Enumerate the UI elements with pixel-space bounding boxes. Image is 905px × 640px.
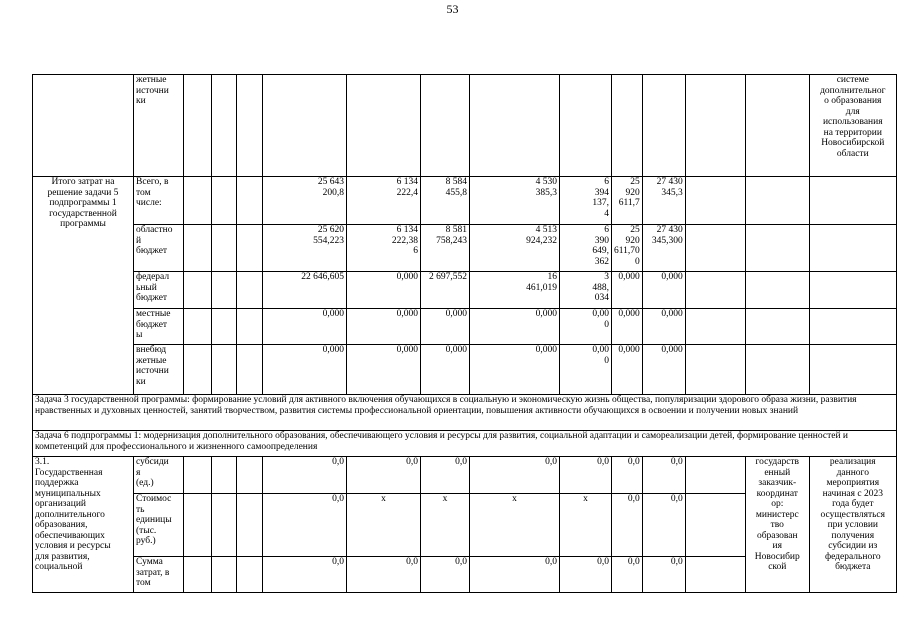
value-cell: 8 581 758,243 — [421, 225, 470, 272]
total-row — [33, 272, 897, 309]
value-cell: 0,0 — [560, 457, 612, 494]
value-cell: 0,0 — [263, 457, 347, 494]
measure-name: 3.1. Государственная поддержка муниципальных организаций дополнительного образования, обеспечивающих условия и ресурсы для развития, социальной — [33, 457, 134, 593]
task6-heading: Задача 6 подпрограммы 1: модернизация дополнительного образования, обеспечивающего условия и ресурсы для развития, социальной адаптации и самореализации детей, формирование ценностей и компетенций для профессионального и жизненного самоопределения — [33, 431, 897, 457]
value-cell: 8 584 455,8 — [421, 177, 470, 225]
row-label: Всего, в том числе: — [134, 177, 184, 225]
value-cell: 27 430 345,3 — [642, 177, 685, 225]
value-cell: 22 646,605 — [263, 272, 347, 309]
value-cell: 0,000 — [612, 272, 643, 309]
value-cell: 2 697,552 — [421, 272, 470, 309]
value-cell: 4 530 385,3 — [470, 177, 560, 225]
value-cell: 6 394 137, 4 — [560, 177, 612, 225]
total-row — [33, 345, 897, 395]
value-cell: 0,000 — [347, 345, 421, 395]
value-cell: 6 134 222,4 — [347, 177, 421, 225]
value-cell: 25 920 611,70 0 — [612, 225, 643, 272]
value-cell: 3 488, 034 — [560, 272, 612, 309]
value-cell: 0,0 — [642, 557, 685, 593]
value-cell: x — [347, 494, 421, 557]
task3-row — [33, 395, 897, 431]
value-cell: 0,00 0 — [560, 345, 612, 395]
value-cell: 27 430 345,300 — [642, 225, 685, 272]
value-cell: 6 390 649, 362 — [560, 225, 612, 272]
value-cell: 0,0 — [642, 457, 685, 494]
value-cell: 25 920 611,7 — [612, 177, 643, 225]
total-row — [33, 309, 897, 345]
total-row — [33, 177, 897, 225]
value-cell: 0,000 — [642, 345, 685, 395]
value-cell: 0,0 — [263, 494, 347, 557]
row-label: Сумма затрат, в том — [134, 557, 184, 593]
value-cell: 0,000 — [642, 272, 685, 309]
value-cell: 0,000 — [421, 345, 470, 395]
value-cell: 0,0 — [612, 557, 643, 593]
value-cell: x — [421, 494, 470, 557]
remark-cell: реализация данного мероприятия начиная с 2023 года будет осуществляться при условии получения субсидии из федерального бюджета — [809, 457, 896, 593]
row-label: внебюд жетные источни ки — [134, 345, 184, 395]
value-cell: 0,000 — [612, 345, 643, 395]
value-cell: 0,0 — [612, 457, 643, 494]
measure-row — [33, 457, 897, 494]
value-cell: x — [470, 494, 560, 557]
task6-row — [33, 431, 897, 457]
row-label: федерал ьный бюджет — [134, 272, 184, 309]
total-title: Итого затрат на решение задачи 5 подпрограммы 1 государственной программы — [33, 177, 134, 395]
value-cell: 0,0 — [470, 457, 560, 494]
value-cell: 0,0 — [347, 557, 421, 593]
value-cell: 0,000 — [470, 309, 560, 345]
value-cell: 4 513 924,232 — [470, 225, 560, 272]
value-cell: 0,000 — [347, 309, 421, 345]
value-cell: 0,000 — [347, 272, 421, 309]
executor-cell: государств енный заказчик- координат ор: министерс тво образован ия Новосибир ской — [745, 457, 809, 593]
source-label: жетные источни ки — [134, 75, 184, 177]
value-cell: 16 461,019 — [470, 272, 560, 309]
value-cell: 0,000 — [421, 309, 470, 345]
task3-heading: Задача 3 государственной программы: формирование условий для активного включения обучающихся в социальную и экономическую жизнь общества, популяризации здорового образа жизни, развития нравственных и духовных ценностей, занятий творчеством, развития системы профессиональной ориентации, повышения активности обучающихся в освоении и получении новых знаний — [33, 395, 897, 431]
value-cell: 0,0 — [470, 557, 560, 593]
remark-cell: системе дополнительног о образования для использования на территории Новосибирской области — [809, 75, 896, 177]
value-cell: 0,0 — [642, 494, 685, 557]
row-label: субсиди я (ед.) — [134, 457, 184, 494]
value-cell: 0,0 — [612, 494, 643, 557]
value-cell: 0,0 — [421, 557, 470, 593]
value-cell: 0,000 — [612, 309, 643, 345]
page-number: 53 — [446, 2, 459, 16]
value-cell: 0,0 — [421, 457, 470, 494]
value-cell: x — [560, 494, 612, 557]
value-cell: 6 134 222,38 6 — [347, 225, 421, 272]
value-cell: 0,0 — [560, 557, 612, 593]
value-cell: 0,000 — [642, 309, 685, 345]
row-label: Стоимос ть единицы (тыс. руб.) — [134, 494, 184, 557]
value-cell: 0,000 — [263, 345, 347, 395]
row-label: областно й бюджет — [134, 225, 184, 272]
value-cell: 25 643 200,8 — [263, 177, 347, 225]
total-row — [33, 225, 897, 272]
value-cell: 0,000 — [263, 309, 347, 345]
value-cell: 0,000 — [470, 345, 560, 395]
budget-table — [32, 74, 897, 593]
empty-cell — [33, 75, 134, 177]
value-cell: 0,0 — [263, 557, 347, 593]
value-cell: 0,00 0 — [560, 309, 612, 345]
row-label: местные бюджет ы — [134, 309, 184, 345]
value-cell: 25 620 554,223 — [263, 225, 347, 272]
value-cell: 0,0 — [347, 457, 421, 494]
continuation-row — [33, 75, 897, 177]
